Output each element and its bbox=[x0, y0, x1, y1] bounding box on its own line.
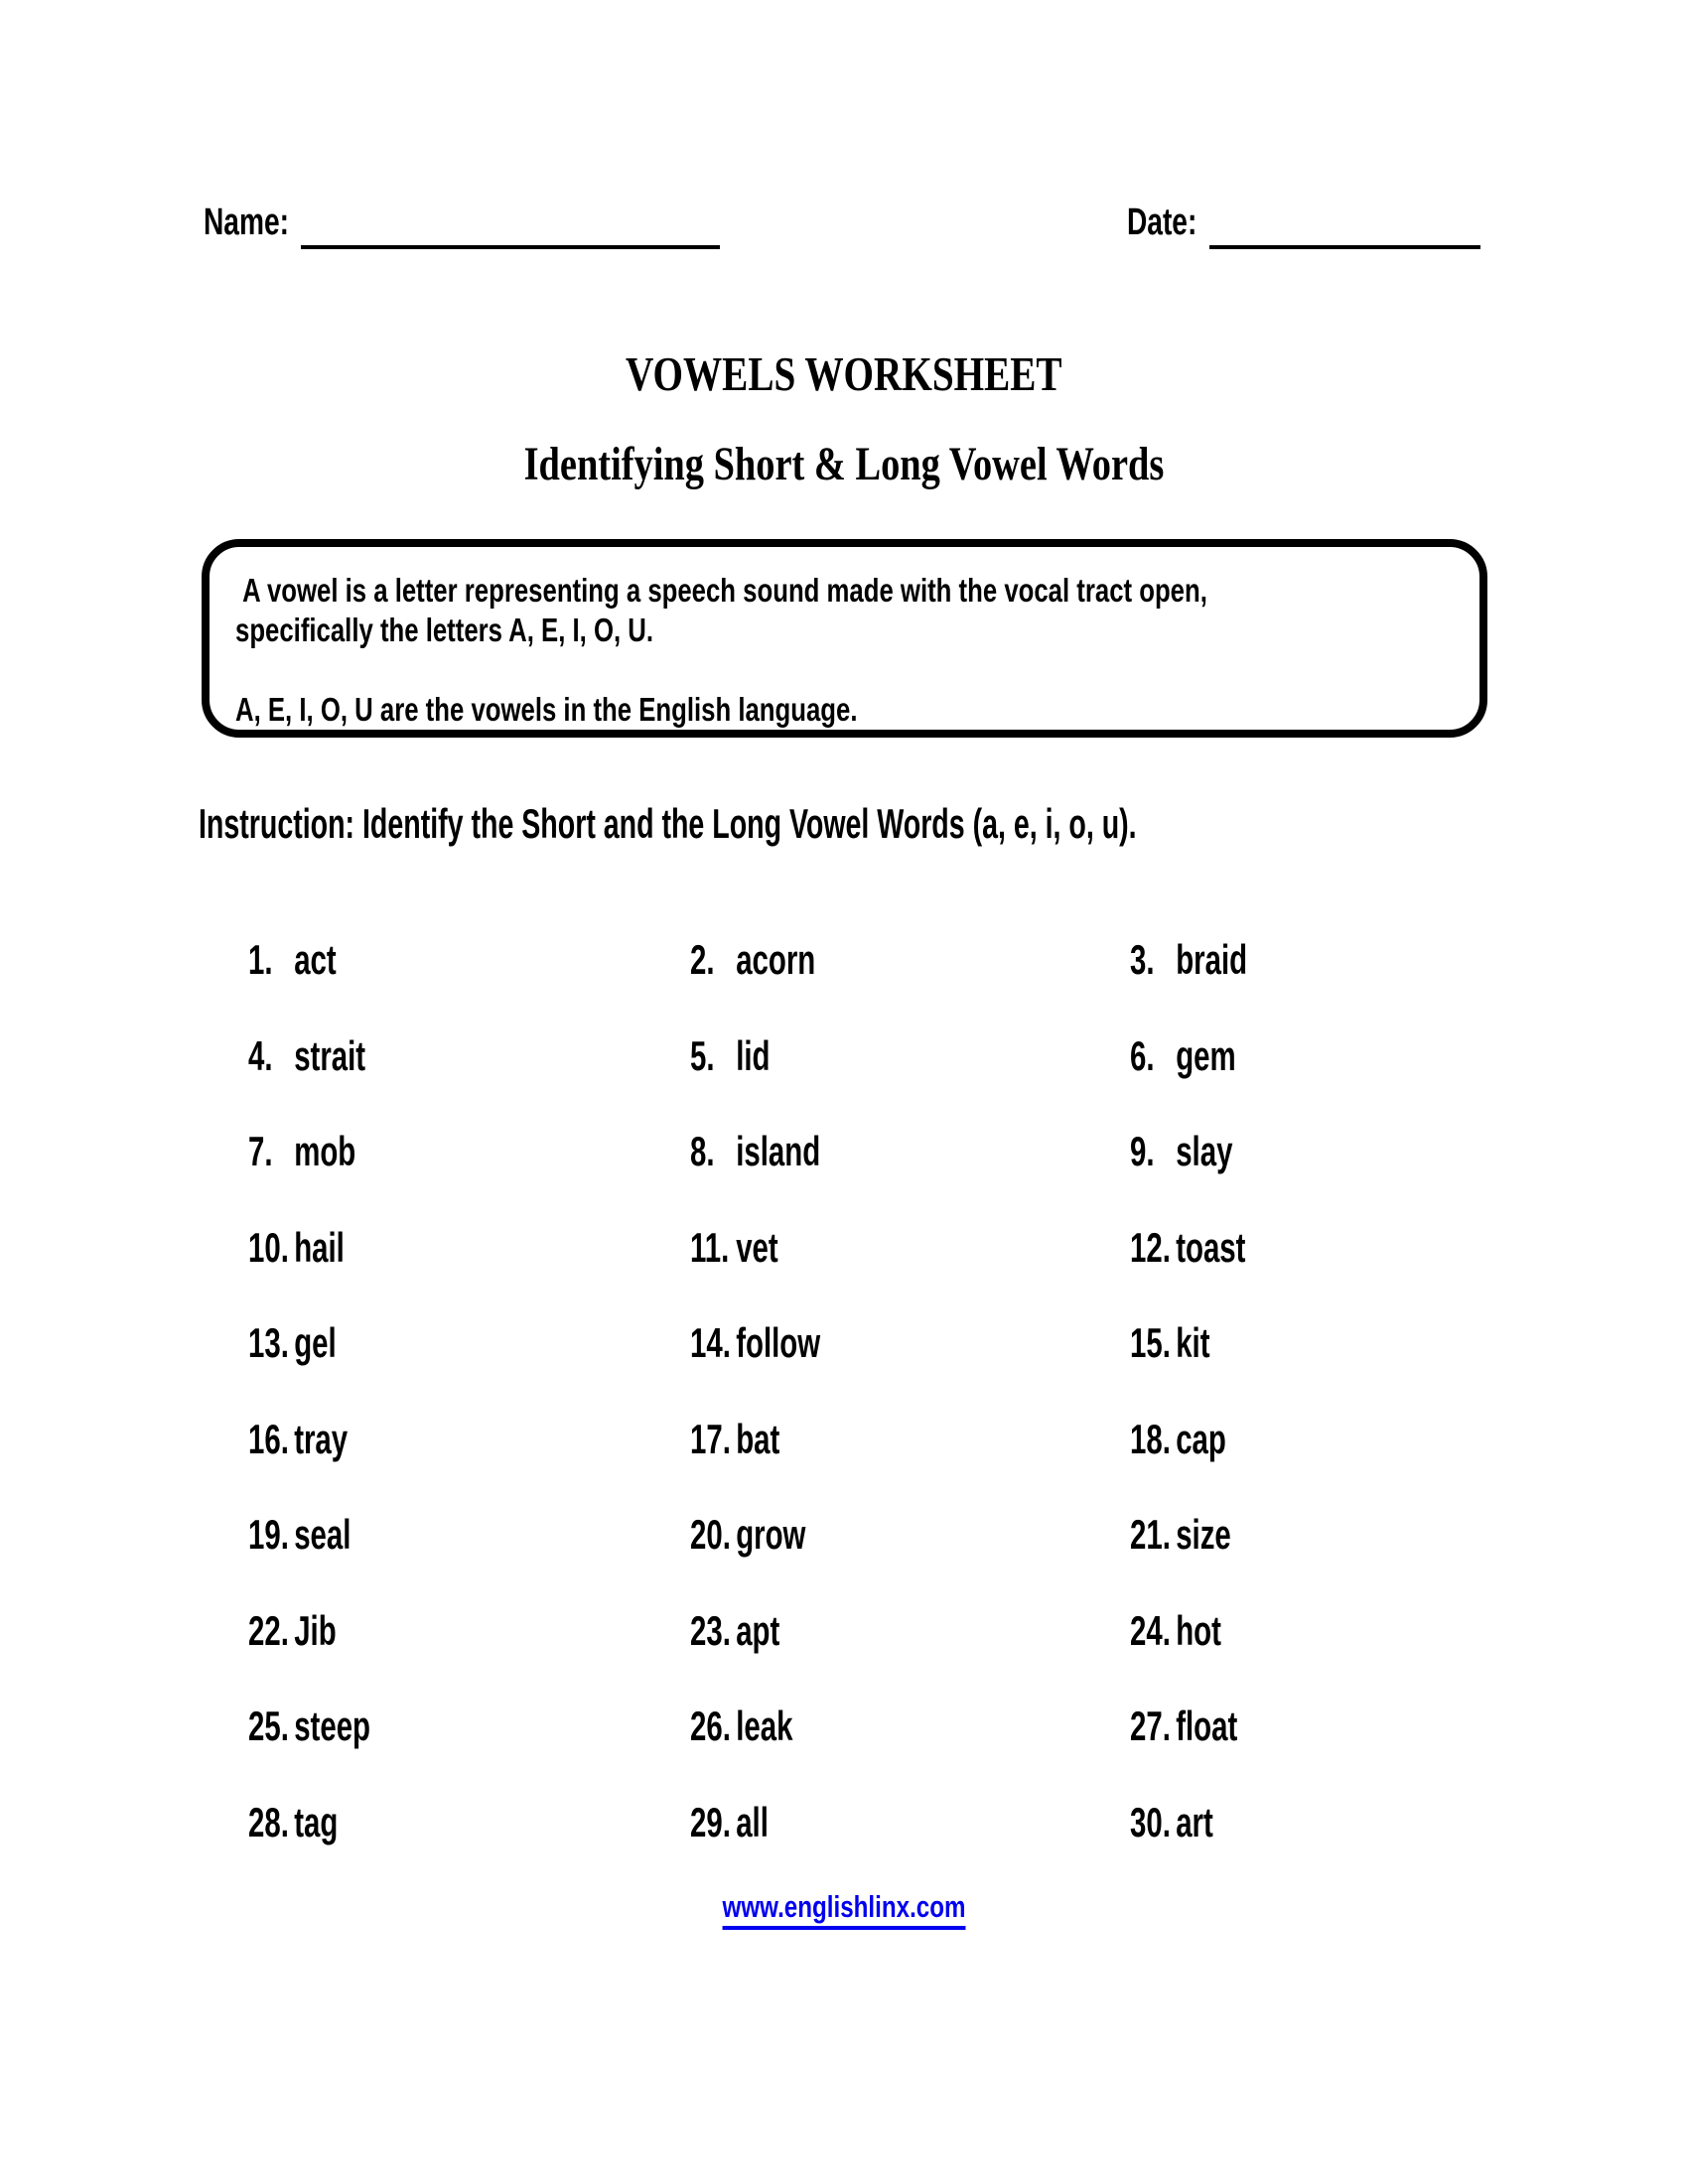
instruction-text: Instruction: Identify the Short and the Long Vowel Words (a, e, i, o, u). bbox=[199, 800, 1137, 847]
word-list-item bbox=[1130, 1223, 1408, 1322]
word-list-item bbox=[1130, 1798, 1408, 1897]
word-list-item bbox=[690, 1130, 998, 1226]
word-number: 29. bbox=[690, 1798, 731, 1845]
word-number: 17. bbox=[690, 1415, 731, 1462]
footer-row bbox=[0, 1889, 1688, 1930]
subtitle-row bbox=[0, 437, 1688, 491]
word-number: 8. bbox=[690, 1128, 715, 1174]
name-fill-line bbox=[301, 244, 720, 249]
word-list-item bbox=[690, 1606, 998, 1706]
definition-box bbox=[202, 539, 1487, 738]
word-list-item bbox=[248, 1223, 558, 1322]
word-number: 2. bbox=[690, 936, 715, 983]
word-number: 16. bbox=[248, 1415, 289, 1462]
word-list-item bbox=[690, 1415, 998, 1514]
word-text: Jib bbox=[294, 1606, 337, 1654]
word-text: cap bbox=[1176, 1415, 1226, 1462]
word-number: 7. bbox=[248, 1128, 273, 1174]
name-label: Name: bbox=[204, 202, 289, 243]
word-number: 12. bbox=[1130, 1223, 1171, 1271]
word-text: hail bbox=[294, 1223, 345, 1271]
word-number: 20. bbox=[690, 1511, 731, 1558]
word-text: all bbox=[736, 1798, 769, 1845]
word-list-item bbox=[1130, 1321, 1408, 1418]
word-list-item bbox=[690, 1223, 998, 1322]
footer-link[interactable]: www.englishlinx.com bbox=[723, 1889, 966, 1930]
word-number: 19. bbox=[248, 1511, 289, 1558]
word-text: vet bbox=[736, 1223, 778, 1271]
word-number: 3. bbox=[1130, 936, 1155, 983]
word-list-item bbox=[1130, 1031, 1408, 1131]
word-text: gem bbox=[1176, 1031, 1236, 1079]
word-list-item bbox=[248, 1321, 558, 1418]
definition-paragraph-1: A vowel is a letter representing a speech sound made with the vocal tract open, specifically the letters A, E, I, O, U. bbox=[235, 572, 1215, 648]
word-text: float bbox=[1176, 1703, 1238, 1749]
word-text: island bbox=[736, 1128, 821, 1174]
word-number: 13. bbox=[248, 1319, 289, 1366]
word-number: 4. bbox=[248, 1031, 273, 1079]
word-number: 21. bbox=[1130, 1511, 1171, 1558]
word-list-item bbox=[248, 1705, 558, 1801]
word-list-item bbox=[248, 1606, 558, 1706]
word-list-item bbox=[690, 1798, 998, 1897]
word-number: 27. bbox=[1130, 1703, 1171, 1749]
word-list-item bbox=[690, 1031, 998, 1131]
word-number: 28. bbox=[248, 1798, 289, 1845]
word-list-item bbox=[248, 1798, 558, 1897]
word-text: act bbox=[294, 936, 337, 983]
word-text: tag bbox=[294, 1798, 339, 1845]
word-number: 9. bbox=[1130, 1128, 1155, 1174]
word-text: lid bbox=[736, 1031, 771, 1079]
word-list-item bbox=[690, 938, 998, 1034]
word-number: 22. bbox=[248, 1606, 289, 1654]
word-text: gel bbox=[294, 1319, 337, 1366]
word-text: tray bbox=[294, 1415, 349, 1462]
word-list-item bbox=[248, 938, 558, 1034]
word-text: bat bbox=[736, 1415, 780, 1462]
word-text: apt bbox=[736, 1606, 780, 1654]
word-text: strait bbox=[294, 1031, 366, 1079]
word-list bbox=[248, 938, 1527, 1896]
word-text: art bbox=[1176, 1798, 1213, 1845]
word-number: 14. bbox=[690, 1319, 731, 1366]
word-list-item bbox=[1130, 1705, 1408, 1801]
word-list-item bbox=[1130, 1130, 1408, 1226]
word-list-item bbox=[248, 1130, 558, 1226]
word-text: mob bbox=[294, 1128, 356, 1174]
worksheet-subtitle: Identifying Short & Long Vowel Words bbox=[523, 438, 1165, 490]
word-text: grow bbox=[736, 1511, 806, 1558]
title-row bbox=[0, 345, 1688, 402]
word-number: 24. bbox=[1130, 1606, 1171, 1654]
word-number: 26. bbox=[690, 1703, 731, 1749]
word-text: acorn bbox=[736, 936, 816, 983]
word-number: 25. bbox=[248, 1703, 289, 1749]
word-text: follow bbox=[736, 1319, 821, 1366]
word-list-item bbox=[1130, 1415, 1408, 1514]
word-list-item bbox=[248, 1513, 558, 1609]
word-list-item bbox=[690, 1321, 998, 1418]
word-list-item bbox=[1130, 1513, 1408, 1609]
date-fill-line bbox=[1209, 244, 1480, 249]
word-text: seal bbox=[294, 1511, 352, 1558]
word-text: size bbox=[1176, 1511, 1231, 1558]
date-label: Date: bbox=[1127, 202, 1197, 243]
word-number: 11. bbox=[690, 1223, 730, 1271]
word-text: kit bbox=[1176, 1319, 1210, 1366]
word-text: hot bbox=[1176, 1606, 1221, 1654]
word-number: 1. bbox=[248, 936, 273, 983]
word-list-item bbox=[690, 1513, 998, 1609]
word-text: steep bbox=[294, 1703, 371, 1749]
word-text: braid bbox=[1176, 936, 1248, 983]
word-text: leak bbox=[736, 1703, 793, 1749]
word-number: 6. bbox=[1130, 1031, 1155, 1079]
definition-paragraph-2: A, E, I, O, U are the vowels in the English language. bbox=[235, 691, 858, 728]
word-list-item bbox=[248, 1415, 558, 1514]
word-text: slay bbox=[1176, 1128, 1233, 1174]
word-list-item bbox=[690, 1705, 998, 1801]
word-number: 10. bbox=[248, 1223, 289, 1271]
word-number: 18. bbox=[1130, 1415, 1171, 1462]
word-number: 23. bbox=[690, 1606, 731, 1654]
word-number: 30. bbox=[1130, 1798, 1171, 1845]
word-list-item bbox=[1130, 1606, 1408, 1706]
word-text: toast bbox=[1176, 1223, 1246, 1271]
worksheet-title: VOWELS WORKSHEET bbox=[626, 346, 1062, 401]
word-number: 5. bbox=[690, 1031, 715, 1079]
word-list-item bbox=[248, 1031, 558, 1131]
word-number: 15. bbox=[1130, 1319, 1171, 1366]
word-list-item bbox=[1130, 938, 1408, 1034]
